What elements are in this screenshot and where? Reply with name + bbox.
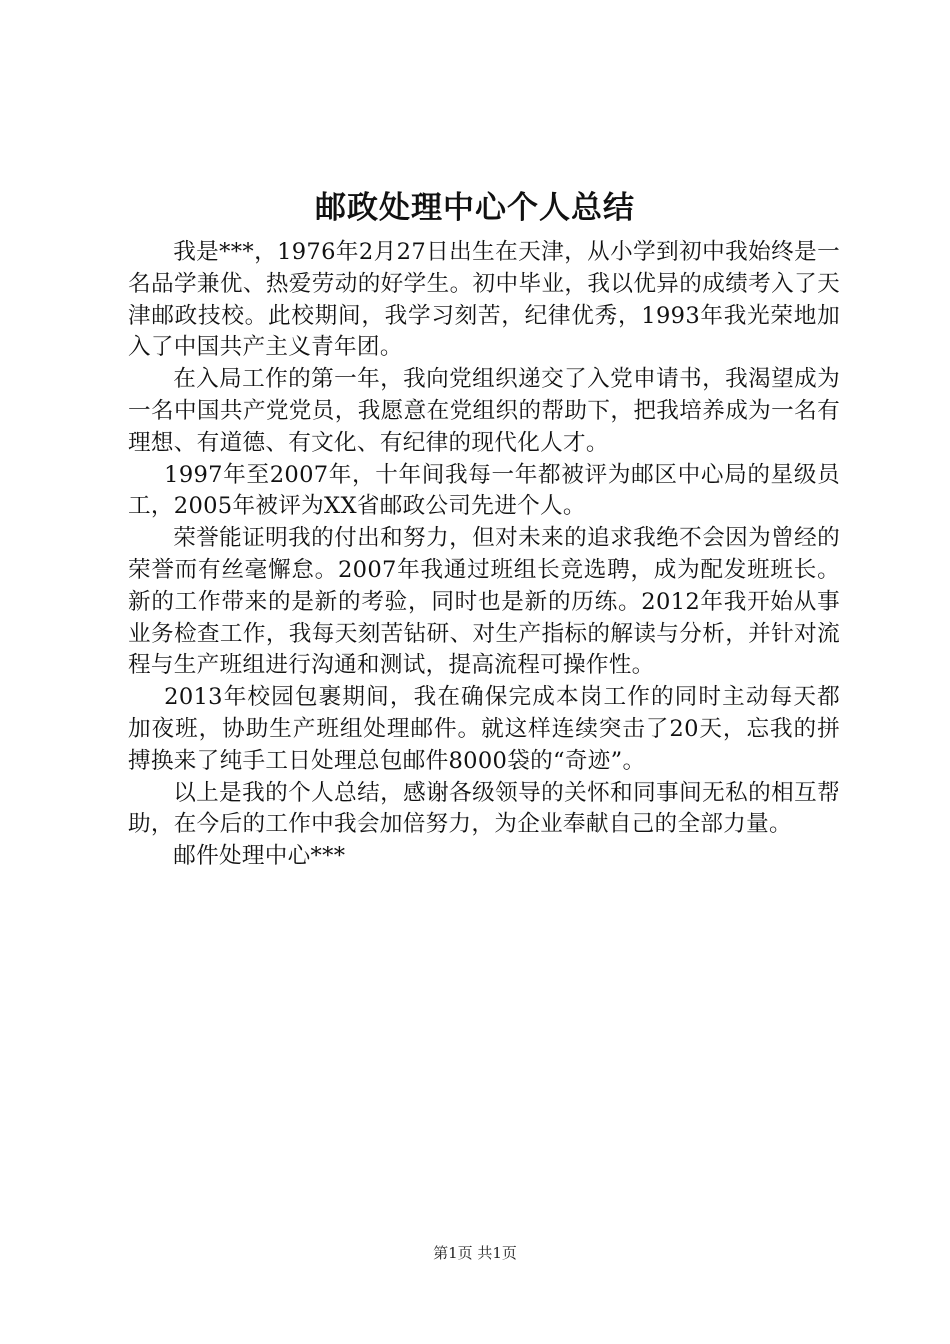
document-body: [128, 237, 840, 873]
paragraph-3: 1997年至2007年，十年间我每一年都被评为邮区中心局的星级员工，2005年被评为XX省邮政公司先进个人。: [128, 461, 840, 520]
paragraph-4: 荣誉能证明我的付出和努力，但对未来的追求我绝不会因为曾经的荣誉而有丝毫懈怠。2007年我通过班组长竞选聘，成为配发班班长。新的工作带来的是新的考验，同时也是新的历练。2012年我开始从事业务检查工作，我每天刻苦钻研、对生产指标的解读与分析，并针对流程与生产班组进行沟通和测试，提高流程可操作性。: [128, 525, 840, 679]
document-title: 邮政处理中心个人总结: [315, 190, 635, 226]
page-footer: 第1页 共1页: [433, 1244, 517, 1262]
paragraph-6: 以上是我的个人总结，感谢各级领导的关怀和同事间无私的相互帮助，在今后的工作中我会加倍努力，为企业奉献自己的全部力量。: [128, 779, 840, 838]
signature-line: 邮件处理中心***: [173, 843, 346, 870]
paragraph-5: 2013年校园包裹期间，我在确保完成本岗工作的同时主动每天都加夜班，协助生产班组处理邮件。就这样连续突击了20天，忘我的拼搏换来了纯手工日处理总包邮件8000袋的“奇迹”。: [128, 684, 840, 774]
paragraph-1: 我是***，1976年2月27日出生在天津，从小学到初中我始终是一名品学兼优、热爱劳动的好学生。初中毕业，我以优异的成绩考入了天津邮政技校。此校期间，我学习刻苦，纪律优秀，1993年我光荣地加入了中国共产主义青年团。: [128, 239, 840, 361]
paragraph-2: 在入局工作的第一年，我向党组织递交了入党申请书，我渴望成为一名中国共产党党员，我愿意在党组织的帮助下，把我培养成为一名有理想、有道德、有文化、有纪律的现代化人才。: [128, 366, 840, 456]
